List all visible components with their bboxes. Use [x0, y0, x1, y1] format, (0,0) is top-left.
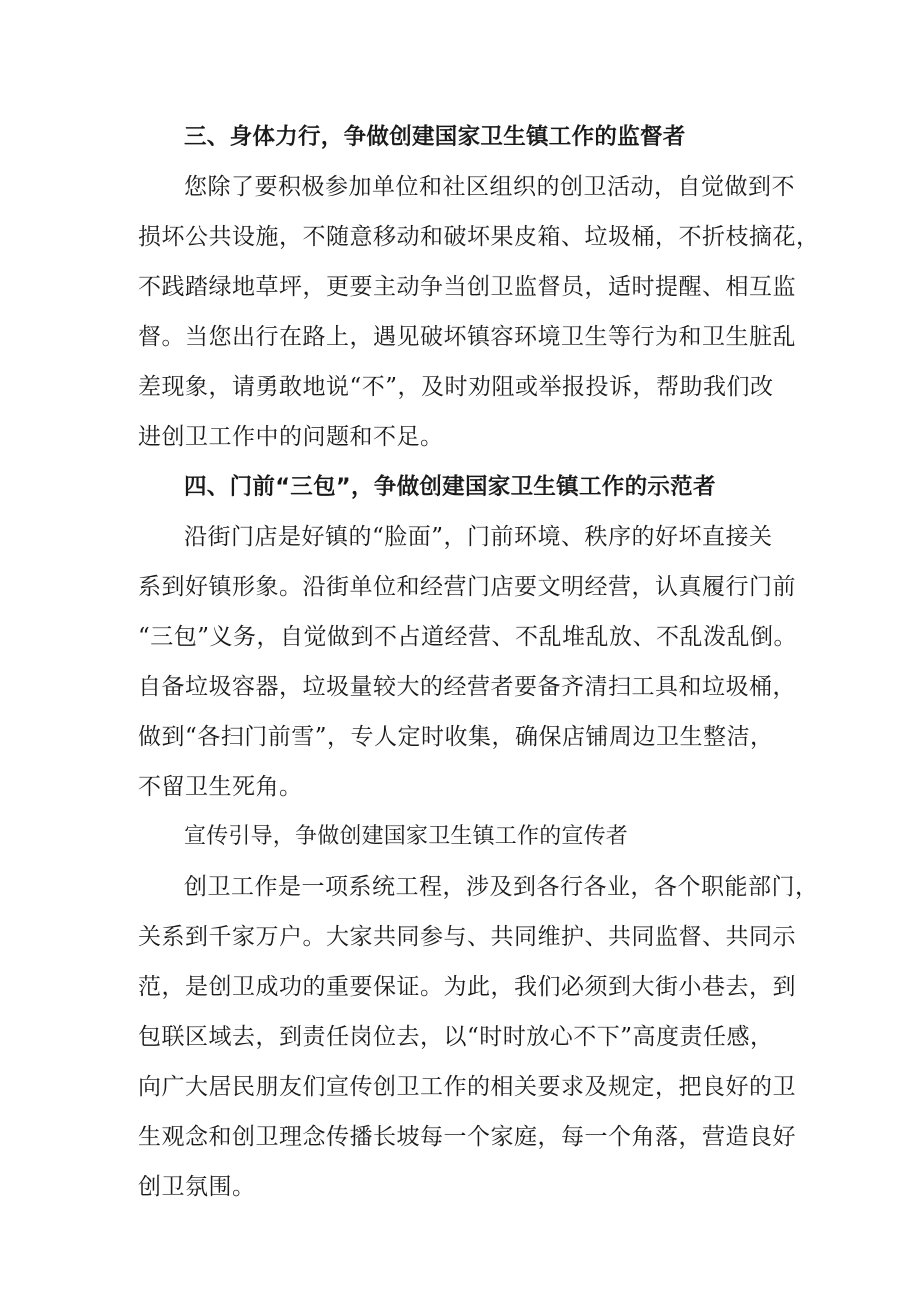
- paragraph-line: 损坏公共设施，不随意移动和破坏果皮箱、垃圾桶，不折枝摘花，: [138, 224, 820, 250]
- paragraph-line: 督。当您出行在路上，遇见破坏镇容环境卫生等行为和卫生脏乱: [138, 324, 796, 350]
- paragraph-line: 创卫氛围。: [138, 1174, 256, 1200]
- paragraph-line: “三包”义务，自觉做到不占道经营、不乱堆乱放、不乱泼乱倒。: [138, 624, 798, 650]
- document-page: [138, 112, 820, 1212]
- paragraph-line: 系到好镇形象。沿街单位和经营门店要文明经营，认真履行门前: [138, 574, 796, 600]
- paragraph-line: 进创卫工作中的问题和不足。: [138, 424, 444, 450]
- paragraph-line: 范，是创卫成功的重要保证。为此，我们必须到大街小巷去，到: [138, 974, 796, 1000]
- section-model: [138, 462, 798, 812]
- section-publicity: [138, 812, 819, 1212]
- section-supervisor: [138, 112, 820, 462]
- paragraph-line: 差现象，请勇敢地说“不”，及时劝阻或举报投诉，帮助我们改: [138, 374, 774, 400]
- paragraph-line: 生观念和创卫理念传播长坡每一个家庭，每一个角落，营造良好: [138, 1124, 796, 1150]
- section-heading: 三、身体力行，争做创建国家卫生镇工作的监督者: [184, 124, 686, 150]
- paragraph-line: 自备垃圾容器，垃圾量较大的经营者要备齐清扫工具和垃圾桶，: [138, 674, 796, 700]
- paragraph-line: 沿街门店是好镇的“脸面”，门前环境、秩序的好坏直接关: [184, 524, 773, 550]
- paragraph-line: 包联区域去，到责任岗位去，以“时时放心不下”高度责任感，: [138, 1024, 774, 1050]
- paragraph-line: 不践踏绿地草坪，更要主动争当创卫监督员，适时提醒、相互监: [138, 274, 796, 300]
- paragraph-line: 做到“各扫门前雪”，专人定时收集，确保店铺周边卫生整洁，: [138, 724, 774, 750]
- paragraph-line: 您除了要积极参加单位和社区组织的创卫活动，自觉做到不: [184, 174, 795, 200]
- paragraph-line: 向广大居民朋友们宣传创卫工作的相关要求及规定，把良好的卫: [138, 1074, 796, 1100]
- paragraph-line: 创卫工作是一项系统工程，涉及到各行各业，各个职能部门，: [184, 874, 819, 900]
- paragraph-line: 不留卫生死角。: [138, 774, 303, 800]
- paragraph-line: 关系到千家万户。大家共同参与、共同维护、共同监督、共同示: [138, 924, 796, 950]
- section-heading: 四、门前“三包”，争做创建国家卫生镇工作的示范者: [184, 474, 716, 500]
- section-heading: 宣传引导，争做创建国家卫生镇工作的宣传者: [184, 824, 629, 849]
